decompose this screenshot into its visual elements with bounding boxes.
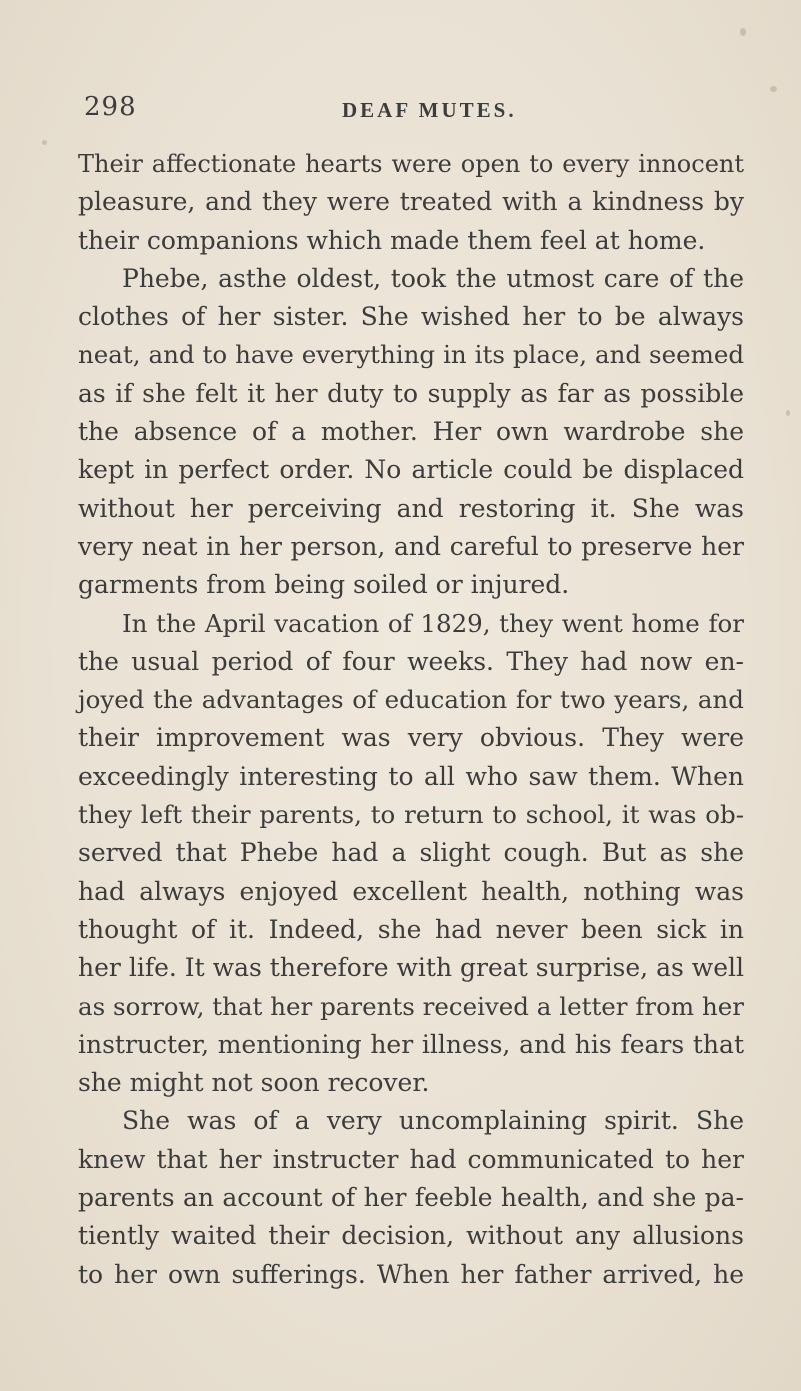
text-line: without her perceiving and restoring it. She was	[78, 493, 744, 523]
text-line: very neat in her person, and careful to preserve her	[78, 531, 744, 561]
text-line: She was of a very uncomplaining spirit. She	[122, 1106, 744, 1136]
text-line: kept in perfect order. No article could be displaced	[78, 455, 744, 485]
text-line: instructer, mentioning her illness, and his fears that	[78, 1029, 744, 1059]
text-line: their improvement was very obvious. They were	[78, 723, 744, 753]
text-line: In the April vacation of 1829, they went home for	[122, 608, 744, 638]
text-line: tiently waited their decision, without any allusions	[78, 1221, 744, 1251]
text-line: the usual period of four weeks. They had now en-	[78, 646, 744, 676]
text-line: she might not soon recover.	[78, 1068, 430, 1098]
text-line: the absence of a mother. Her own wardrobe she	[78, 417, 744, 447]
text-line: knew that her instructer had communicated to her	[78, 1144, 744, 1174]
paper-speck	[42, 140, 47, 145]
text-line: thought of it. Indeed, she had never been sick in	[78, 914, 744, 944]
paper-speck	[740, 28, 746, 36]
text-line: exceedingly interesting to all who saw them. When	[78, 761, 744, 791]
text-line: garments from being soiled or injured.	[78, 570, 570, 600]
text-line: they left their parents, to return to school, it was ob-	[78, 800, 744, 830]
page-header	[84, 92, 744, 132]
text-line: pleasure, and they were treated with a kindness by	[78, 187, 744, 217]
text-line: neat, and to have everything in its place, and seemed	[78, 340, 744, 370]
page-number: 298	[84, 92, 137, 122]
text-line: joyed the advantages of education for two years, and	[78, 685, 744, 715]
text-line: their companions which made them feel at home.	[78, 225, 706, 255]
text-line: as sorrow, that her parents received a letter from her	[78, 991, 744, 1021]
text-line: Phebe, asthe oldest, took the utmost care of the	[122, 263, 744, 293]
text-line: as if she felt it her duty to supply as far as possible	[78, 378, 744, 408]
text-line: her life. It was therefore with great surprise, as well	[78, 953, 744, 983]
text-line: clothes of her sister. She wished her to be always	[78, 302, 744, 332]
paper-speck	[786, 410, 790, 416]
text-line: to her own sufferings. When her father arrived, he	[78, 1259, 744, 1289]
body-text	[78, 145, 744, 1294]
text-line: parents an account of her feeble health, and she pa-	[78, 1183, 744, 1213]
text-line: served that Phebe had a slight cough. But as she	[78, 838, 744, 868]
running-head: DEAF MUTES.	[342, 98, 517, 122]
text-line: had always enjoyed excellent health, nothing was	[78, 876, 744, 906]
paper-speck	[770, 86, 777, 92]
text-line: Their affectionate hearts were open to every innocent	[78, 150, 744, 178]
